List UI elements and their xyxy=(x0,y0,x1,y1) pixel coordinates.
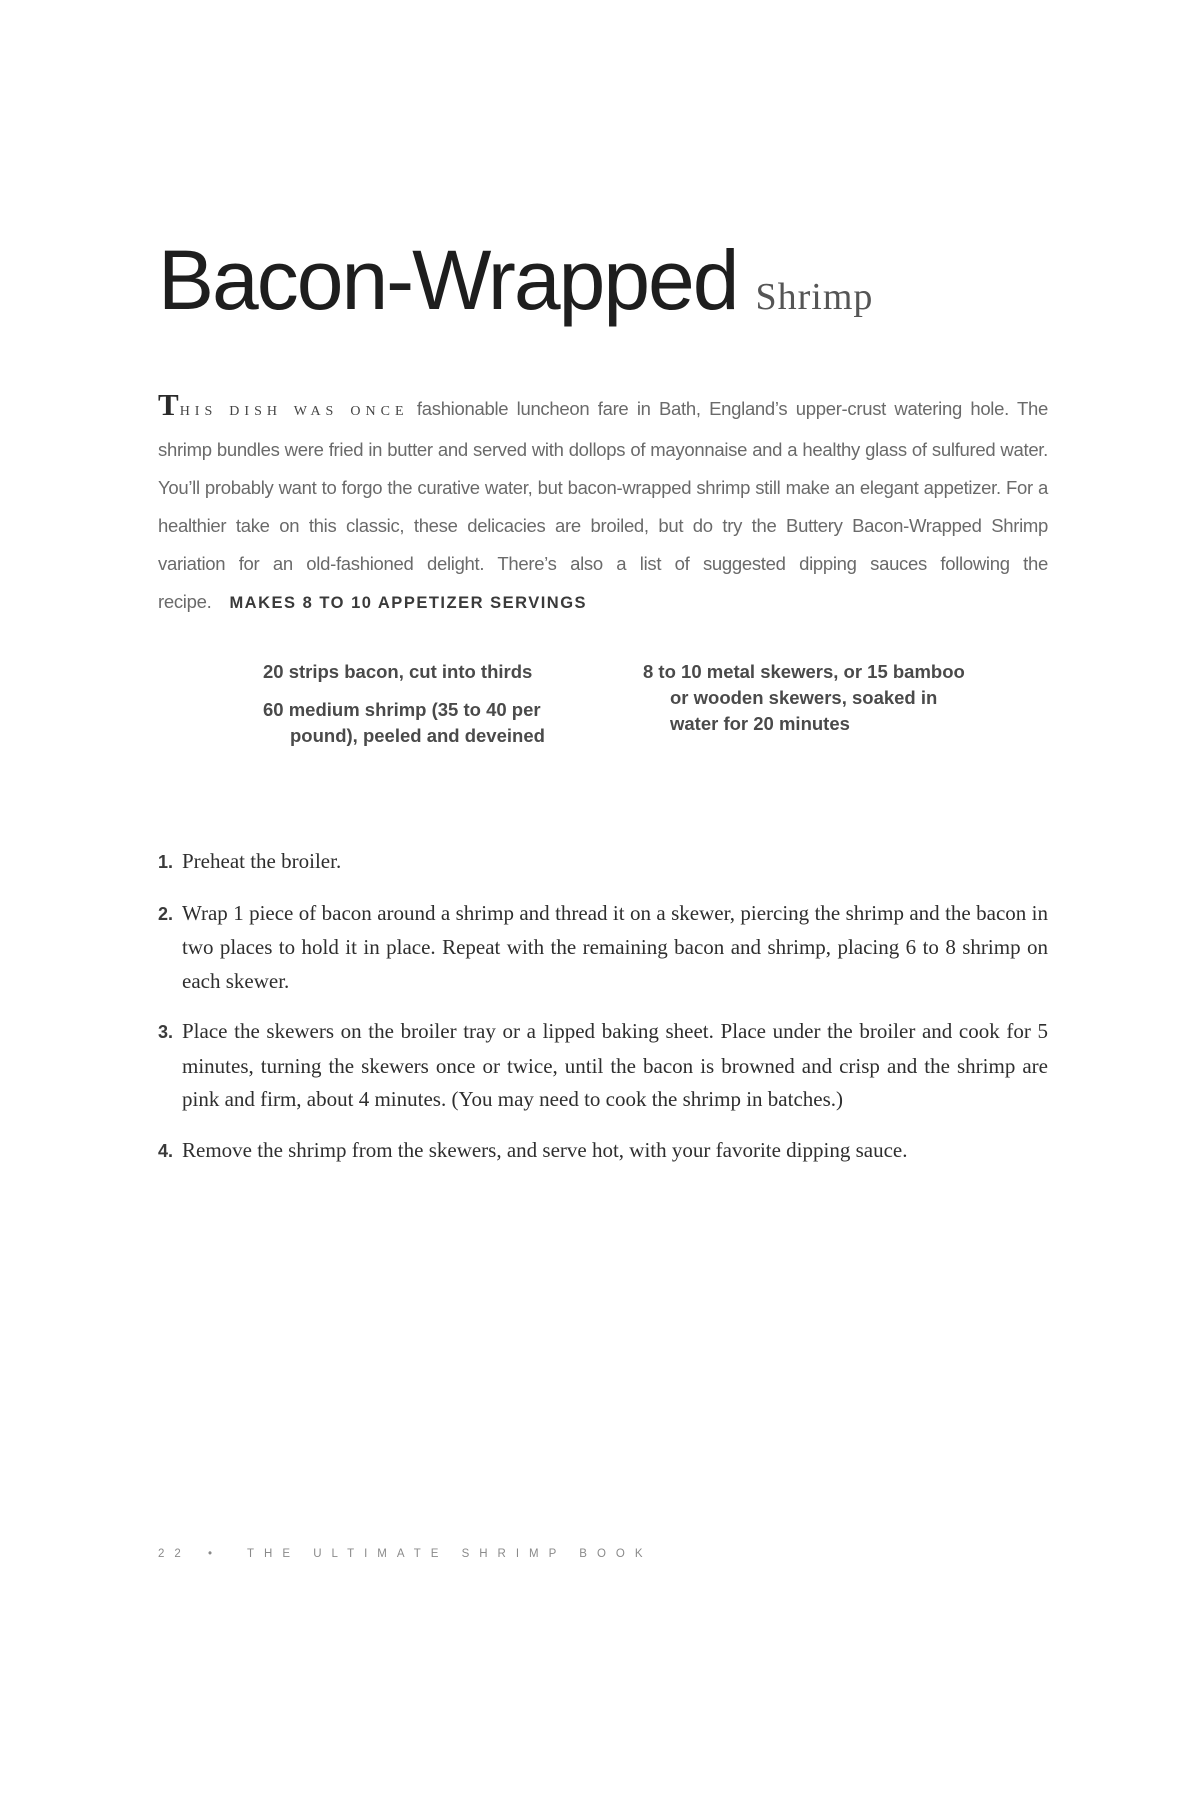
step-text: Remove the shrimp from the skewers, and serve hot, with your favorite dipping sauce. xyxy=(182,1137,908,1162)
step-number: 1. xyxy=(158,852,174,872)
recipe-title xyxy=(158,232,873,329)
ingredient-item: 60 medium shrimp (35 to 40 per pound), peeled and deveined xyxy=(263,699,545,746)
step-text: Place the skewers on the broiler tray or a lipped baking sheet. Place under the broiler and cook for 5 minutes, turning the skewers once or twice, until the bacon is browned and crisp and the shrimp are pink and firm, about 4 minutes. (You may need to cook the shrimp in batches.) xyxy=(182,1019,1048,1111)
recipe-title-main: Bacon-Wrapped xyxy=(158,233,738,327)
ingredient-item: 8 to 10 metal skewers, or 15 bamboo or wooden skewers, soaked in water for 20 minutes xyxy=(643,661,965,734)
footer-separator: • xyxy=(208,1548,223,1560)
step-number: 4. xyxy=(158,1140,174,1161)
recipe-step xyxy=(158,1015,1048,1117)
recipe-yield: MAKES 8 TO 10 APPETIZER SERVINGS xyxy=(229,594,588,612)
step-number: 3. xyxy=(158,1022,174,1042)
intro-text: fashionable luncheon fare in Bath, England’s upper-crust watering hole. The shrimp bundles were fried in butter and served with dollops of mayonnaise and a healthy glass of sulfured water. You’ll probably want to forgo the curative water, but bacon-wrapped shrimp still make an elegant appetizer. For a healthier take on this classic, these delicacies are broiled, but do try the Buttery Bacon-Wrapped Shrimp variation for an old-fashioned delight. There’s also a list of suggested dipping sauces following the recipe. xyxy=(158,398,1048,612)
step-number: 2. xyxy=(158,903,174,924)
recipe-step xyxy=(158,1134,1048,1169)
page-footer xyxy=(158,1548,653,1560)
ingredients-column-left xyxy=(263,659,563,761)
recipe-title-sub: Shrimp xyxy=(755,276,874,318)
book-title: THE ULTIMATE SHRIMP BOOK xyxy=(247,1548,653,1560)
intro-dropcap: T xyxy=(158,387,180,422)
ingredient-item: 20 strips bacon, cut into thirds xyxy=(263,661,533,682)
step-text: Wrap 1 piece of bacon around a shrimp and thread it on a skewer, piercing the shrimp and the bacon in two places to hold it in place. Repeat with the remaining bacon and shrimp, placing 6 to 8 shrimp on each skewer. xyxy=(182,900,1048,993)
recipe-step xyxy=(158,845,1048,880)
recipe-steps xyxy=(158,845,1048,1185)
recipe-step xyxy=(158,897,1048,999)
recipe-intro xyxy=(158,386,1048,622)
step-text: Preheat the broiler. xyxy=(182,849,342,873)
intro-smallcaps: HIS DISH WAS ONCE xyxy=(179,404,409,419)
ingredients-column-right xyxy=(643,659,973,749)
page-number: 22 xyxy=(158,1548,191,1560)
